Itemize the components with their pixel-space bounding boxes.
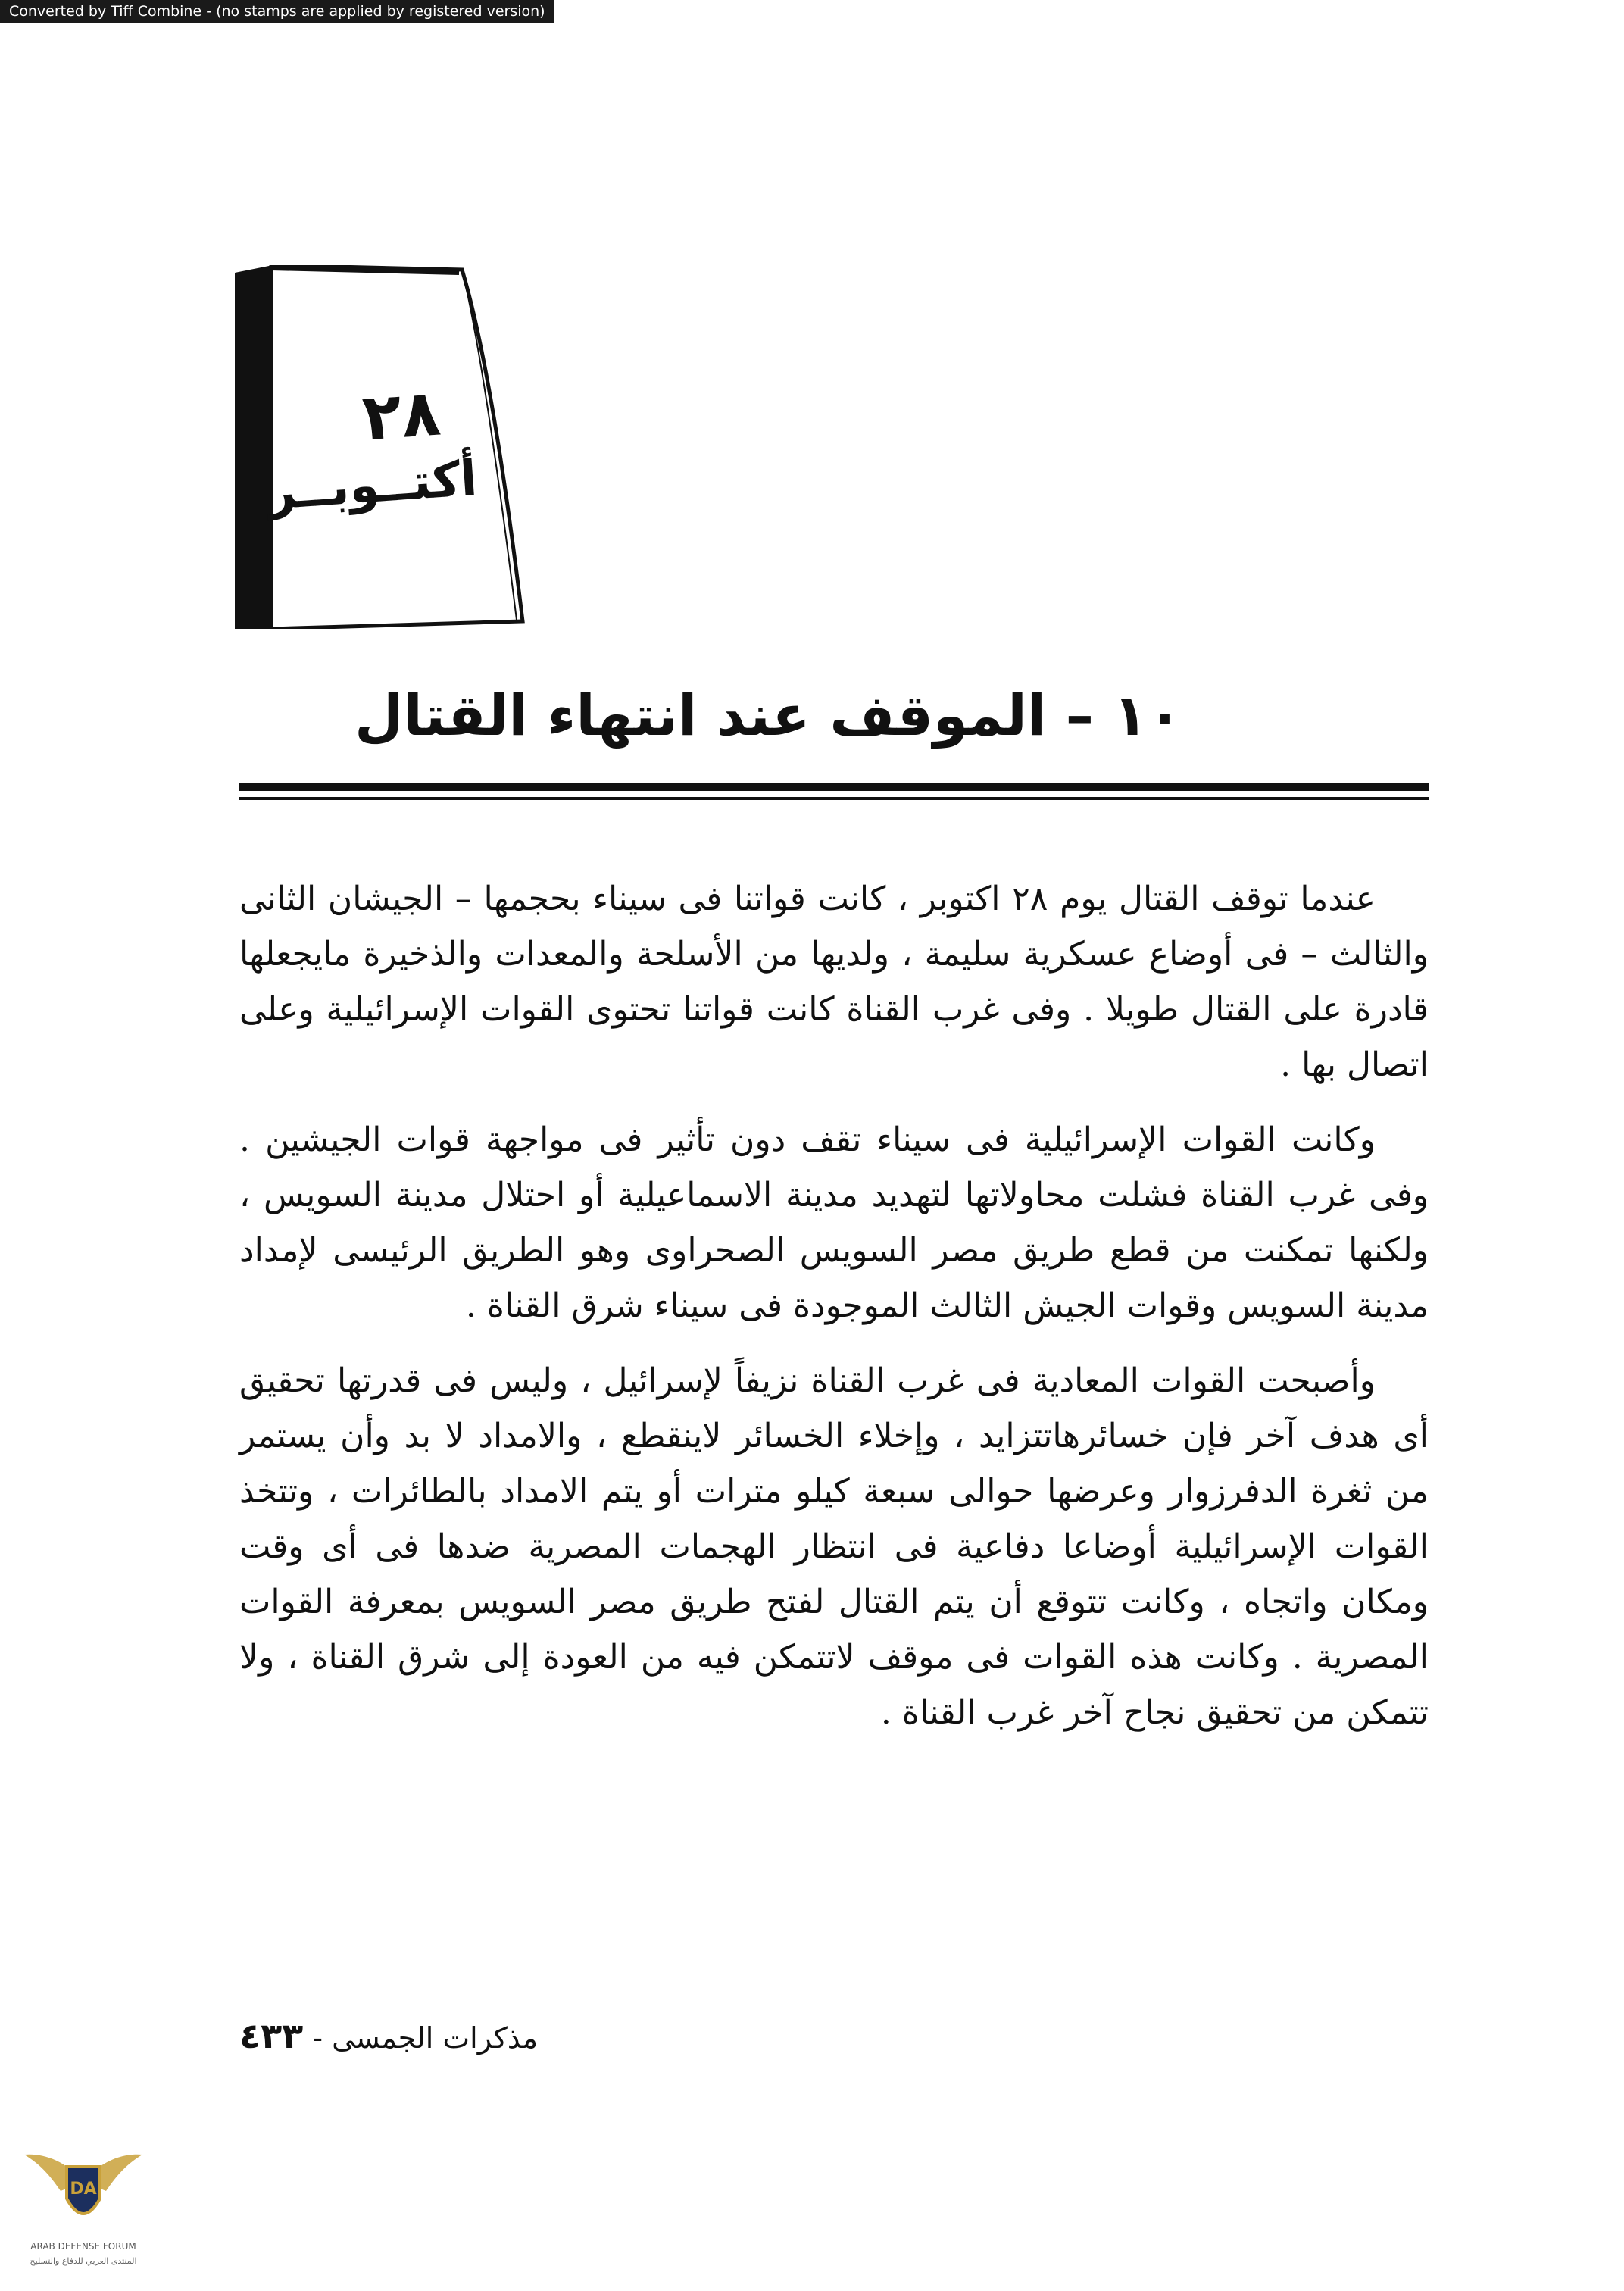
watermark-name-ar: المنتدى العربي للدفاع والتسليح [30, 2256, 137, 2266]
paragraph: عندما توقف القتال يوم ٢٨ اكتوبر ، كانت قواتنا فى سيناء بحجمها – الجيشان الثانى والثالث – فى أوضاع عسكرية سليمة ، ولديها من الأسلحة والمعدات والذخيرة مايجعلها قادرة على القتال طويلا . وفى غرب القناة كانت قواتنا تحتوى القوات الإسرائيلية وعلى اتصال بها . [239, 880, 1429, 1084]
heading-rule-thin [239, 797, 1429, 800]
calendar-month: أكتــوبــر [266, 450, 479, 521]
logo-emblem: DA [70, 2180, 97, 2199]
winged-shield-logo-icon [23, 2136, 144, 2239]
page-number: ٤٣٣ [239, 2015, 304, 2056]
body-text [239, 871, 1429, 1760]
conversion-banner: Converted by Tiff Combine - (no stamps are applied by registered version) [0, 0, 554, 23]
footer-book-title: مذكرات الجمسى - [303, 2021, 539, 2055]
heading-rule-thick [239, 783, 1429, 791]
section-heading: ١٠ – الموقف عند انتهاء القتال [354, 683, 1182, 749]
calendar-day: ٢٨ [360, 375, 443, 455]
calendar-page-graphic [235, 265, 530, 629]
page-footer [239, 2015, 538, 2056]
paragraph: وأصبحت القوات المعادية فى غرب القناة نزيفاً لإسرائيل ، وليس فى قدرتها تحقيق أى هدف آخر فإن خسائرهاتتزايد ، وإخلاء الخسائر لاينقطع ، والامداد لا بد وأن يستمر من ثغرة الدفرزوار وعرضها حوالى سبعة كيلو مترات أو يتم الامداد بالطائرات ، وتتخذ القوات الإسرائيلية أوضاعا دفاعية فى انتظار الهجمات المصرية ضدها فى أى وقت ومكان واتجاه ، وكانت تتوقع أن يتم القتال لفتح طريق مصر السويس بمعرفة القوات المصرية . وكانت هذه القوات فى موقف لاتتمكن فيه من العودة إلى شرق القناة ، ولا تتمكن من تحقيق نجاح آخر غرب القناة . [239, 1361, 1429, 1732]
watermark-name-en: ARAB DEFENSE FORUM [30, 2241, 136, 2252]
paragraph: وكانت القوات الإسرائيلية فى سيناء تقف دون تأثير فى مواجهة قوات الجيشين . وفى غرب القناة فشلت محاولاتها لتهديد مدينة الاسماعيلية أو احتلال مدينة السويس ، ولكنها تمكنت من قطع طريق مصر السويس الصحراوى وهو الطريق الرئيسى لإمداد مدينة السويس وقوات الجيش الثالث الموجودة فى سيناء شرق القناة . [239, 1120, 1429, 1325]
forum-watermark [23, 2136, 144, 2288]
